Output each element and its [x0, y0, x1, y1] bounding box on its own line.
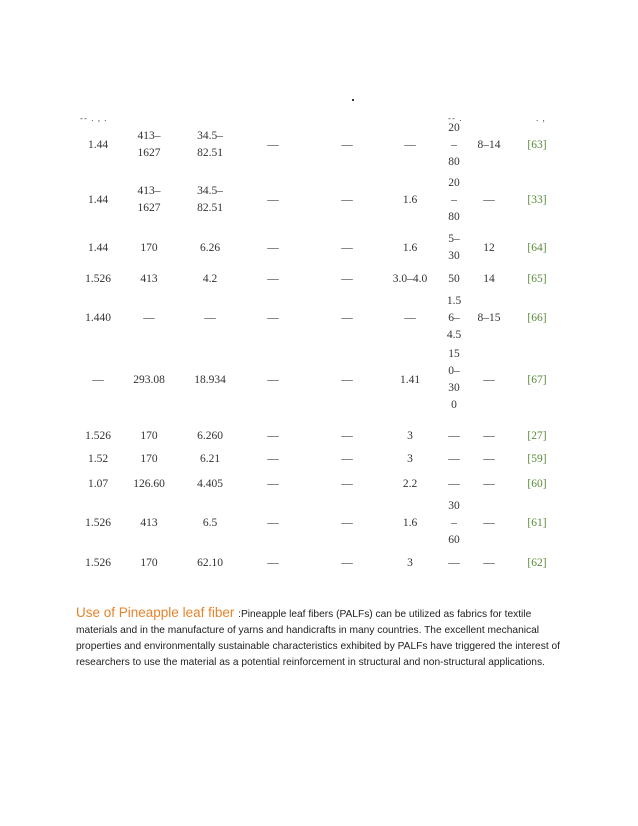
cell-line: 1.440: [85, 311, 111, 324]
cell-line: [64]: [527, 241, 547, 254]
cell-line: —: [267, 272, 279, 285]
cell-line: —: [448, 556, 460, 569]
table-cell: [233, 555, 313, 572]
reference-cell: [497, 271, 577, 288]
cell-line: 1.526: [85, 516, 111, 529]
cell-line: 20: [448, 176, 460, 189]
cell-line: [61]: [527, 516, 547, 529]
cell-line: 170: [140, 429, 158, 442]
cell-line: —: [267, 138, 279, 151]
cell-line: —: [267, 429, 279, 442]
reference-cell: [497, 555, 577, 572]
table-cell: [233, 137, 313, 154]
cell-line: —: [483, 373, 495, 386]
cell-line: [27]: [527, 429, 547, 442]
cell-line: 3: [407, 429, 413, 442]
cell-line: 8–14: [477, 138, 501, 151]
cell-line: —: [92, 373, 104, 386]
reference-cell: [497, 192, 577, 209]
cell-line: —: [448, 429, 460, 442]
table-cell: [233, 451, 313, 468]
cell-line: 34.5–: [197, 130, 223, 142]
cell-line: 30: [448, 382, 460, 394]
cell-line: —: [267, 452, 279, 465]
cell-line: —: [267, 241, 279, 254]
cell-line: 4.5: [446, 328, 462, 341]
reference-cell: [497, 137, 577, 154]
cell-line: 1.526: [85, 272, 111, 285]
cell-line: —: [204, 311, 216, 324]
cell-line: —: [483, 429, 495, 442]
cell-line: 6–: [448, 311, 460, 324]
cell-line: 1.6: [402, 193, 418, 206]
table-cell: [233, 192, 313, 209]
cell-line: 1.44: [87, 138, 109, 151]
table-fragment: -- . , .: [80, 113, 108, 123]
cell-line: –: [451, 516, 457, 529]
stray-dot: [352, 99, 354, 101]
cell-line: 1.44: [87, 241, 109, 254]
cell-line: 50: [448, 272, 460, 285]
cell-line: [33]: [527, 193, 547, 206]
cell-line: —: [267, 311, 279, 324]
cell-line: —: [341, 556, 353, 569]
cell-line: 1.526: [85, 556, 111, 569]
cell-line: 34.5–: [197, 185, 223, 197]
cell-line: 1.52: [87, 452, 109, 465]
cell-line: 6.5: [202, 516, 218, 529]
cell-line: —: [267, 373, 279, 386]
cell-line: 0–: [448, 365, 460, 377]
cell-line: 18.934: [194, 373, 226, 386]
cell-line: —: [267, 516, 279, 529]
cell-line: 60: [448, 533, 460, 546]
cell-line: —: [448, 452, 460, 465]
cell-line: —: [341, 241, 353, 254]
cell-line: 6.26: [199, 241, 221, 254]
cell-line: [66]: [527, 311, 547, 324]
cell-line: 3: [407, 556, 413, 569]
cell-line: —: [341, 193, 353, 206]
cell-line: 3.0–4.0: [392, 272, 428, 285]
cell-line: 293.08: [133, 373, 165, 386]
cell-line: 1627: [137, 202, 161, 214]
cell-line: [67]: [527, 373, 547, 386]
cell-line: 1.41: [399, 373, 421, 386]
cell-line: —: [341, 311, 353, 324]
cell-line: 1.5: [446, 294, 462, 307]
cell-line: —: [341, 138, 353, 151]
reference-cell: [497, 451, 577, 468]
cell-line: —: [404, 138, 416, 151]
cell-line: 82.51: [197, 202, 223, 214]
reference-cell: [497, 372, 577, 389]
cell-line: 413–: [137, 130, 161, 142]
cell-line: —: [483, 452, 495, 465]
cell-line: 170: [140, 556, 158, 569]
cell-line: —: [267, 556, 279, 569]
cell-line: [63]: [527, 138, 547, 151]
cell-line: 1.44: [87, 193, 109, 206]
cell-line: 1.526: [85, 429, 111, 442]
cell-line: 3: [407, 452, 413, 465]
cell-line: —: [448, 477, 460, 490]
cell-line: —: [404, 311, 416, 324]
cell-line: –: [451, 193, 457, 206]
cell-line: —: [341, 516, 353, 529]
cell-line: 6.21: [199, 452, 221, 465]
cell-line: 1.07: [87, 477, 109, 490]
cell-line: [62]: [527, 556, 547, 569]
cell-line: 6.260: [197, 429, 223, 442]
cell-line: 15: [448, 348, 460, 360]
cell-line: 62.10: [197, 556, 223, 569]
table-cell: [233, 476, 313, 493]
cell-line: —: [143, 311, 155, 324]
cell-line: 170: [140, 452, 158, 465]
cell-line: [60]: [527, 477, 547, 490]
table-cell: [233, 271, 313, 288]
pineapple-paragraph: [76, 605, 562, 671]
cell-line: [65]: [527, 272, 547, 285]
cell-line: 1.6: [402, 516, 418, 529]
table-cell: [233, 240, 313, 257]
cell-line: 4.2: [202, 272, 218, 285]
cell-line: 126.60: [133, 477, 165, 490]
cell-line: 413: [140, 272, 158, 285]
cell-line: —: [483, 556, 495, 569]
cell-line: —: [341, 272, 353, 285]
reference-cell: [497, 515, 577, 532]
cell-line: 0: [451, 399, 457, 411]
cell-line: —: [483, 516, 495, 529]
reference-cell: [497, 428, 577, 445]
cell-line: 413–: [137, 185, 161, 197]
cell-line: 82.51: [197, 147, 223, 159]
cell-line: 8–15: [477, 311, 501, 324]
cell-line: —: [483, 477, 495, 490]
cell-line: 2.2: [402, 477, 418, 490]
table-cell: [233, 372, 313, 389]
cell-line: 20: [448, 121, 460, 134]
cell-line: 5–: [448, 233, 460, 245]
cell-line: 14: [483, 272, 495, 285]
table-cell: [233, 310, 313, 327]
section-heading: Use of Pineapple leaf fiber: [76, 605, 239, 620]
cell-line: 30: [448, 250, 460, 262]
cell-line: 413: [140, 516, 158, 529]
cell-line: —: [267, 193, 279, 206]
table-cell: [233, 515, 313, 532]
cell-line: —: [341, 452, 353, 465]
cell-line: 12: [483, 241, 495, 254]
cell-line: 80: [448, 210, 460, 223]
cell-line: 4.405: [197, 477, 223, 490]
reference-cell: [497, 310, 577, 327]
reference-cell: [497, 476, 577, 493]
cell-line: 1627: [137, 147, 161, 159]
paragraph-body: :Pineapple leaf fibers (PALFs) can be utilized as fabrics for textile materials and in the manufacture of yarns and handicrafts in many countries. The excellent mechanical properties and environmentally sustainable characteristics exhibited by PALFs have triggered the interest of researchers to use the material as a potential reinforcement in structural and non-structural applications.: [76, 609, 560, 668]
cell-line: —: [267, 477, 279, 490]
cell-line: 1.6: [402, 241, 418, 254]
cell-line: [59]: [527, 452, 547, 465]
cell-line: –: [451, 138, 457, 151]
cell-line: —: [341, 429, 353, 442]
reference-cell: [497, 240, 577, 257]
cell-line: —: [341, 477, 353, 490]
cell-line: 30: [448, 499, 460, 512]
table-fragment: . ,: [536, 113, 546, 123]
cell-line: —: [483, 193, 495, 206]
cell-line: —: [341, 373, 353, 386]
table-fragment: -- .: [448, 113, 463, 123]
cell-line: 170: [140, 241, 158, 254]
cell-line: 80: [448, 155, 460, 168]
table-cell: [233, 428, 313, 445]
